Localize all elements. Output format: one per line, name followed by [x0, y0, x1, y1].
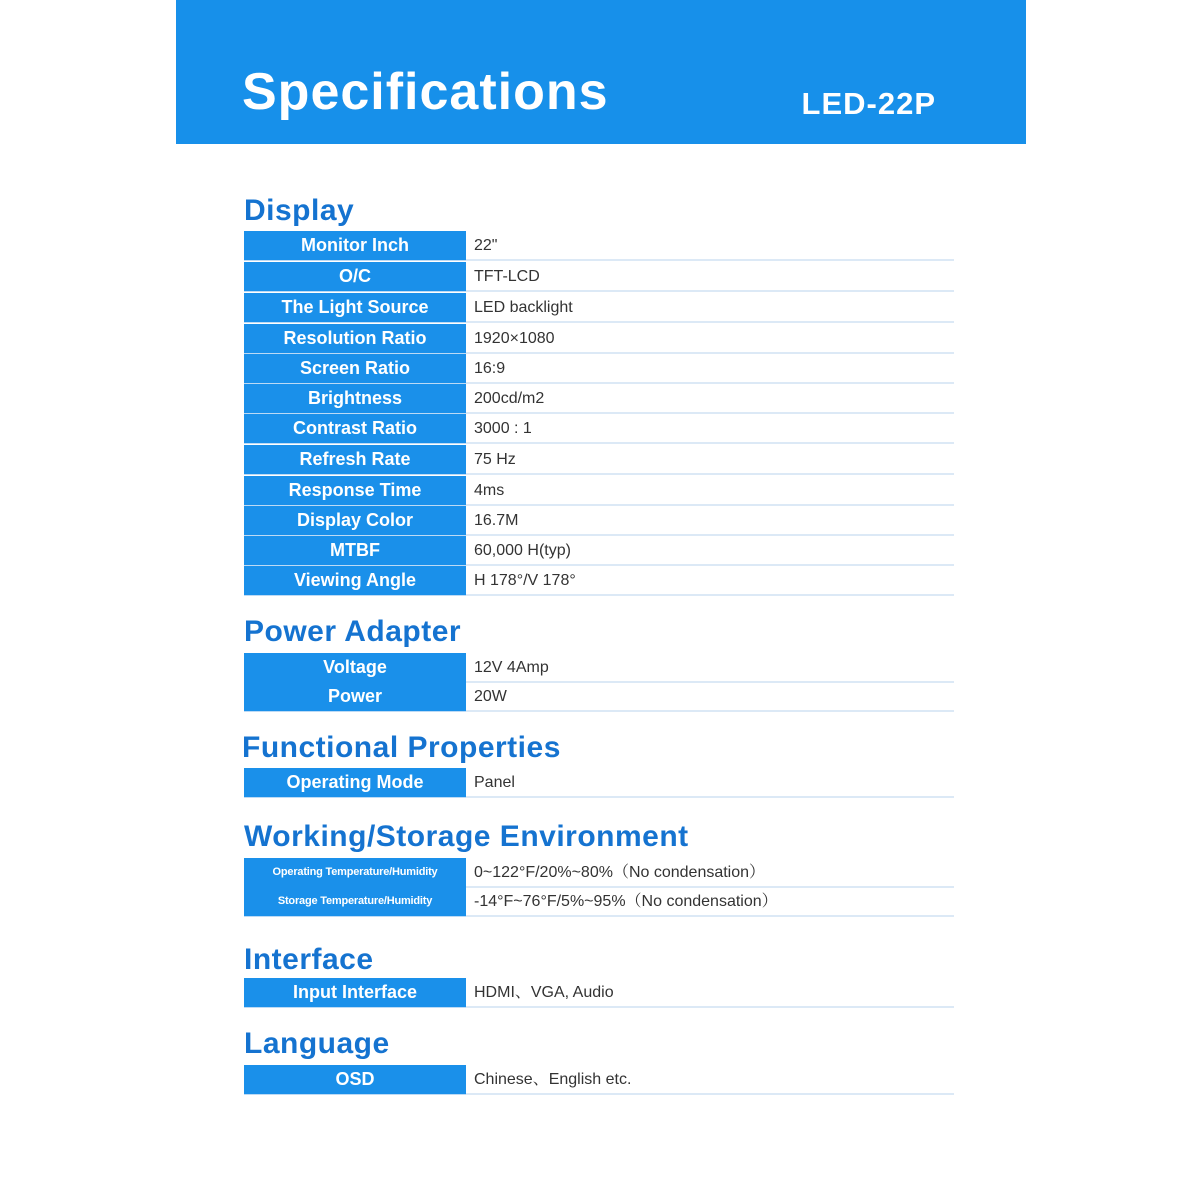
spec-value: 20W [466, 682, 954, 712]
spec-value: LED backlight [466, 293, 954, 323]
spec-value: 1920×1080 [466, 324, 954, 354]
spec-row [244, 262, 954, 292]
spec-value: TFT-LCD [466, 262, 954, 292]
spec-label: Brightness [244, 384, 466, 414]
spec-label: Input Interface [244, 978, 466, 1008]
section-title-power-adapter: Power Adapter [244, 615, 462, 648]
spec-row [244, 445, 954, 475]
spec-row [244, 476, 954, 506]
spec-label: Resolution Ratio [244, 324, 466, 354]
spec-value: 75 Hz [466, 445, 954, 475]
spec-label: Display Color [244, 506, 466, 536]
spec-row [244, 682, 954, 712]
spec-value: Panel [466, 768, 954, 798]
spec-label: O/C [244, 262, 466, 292]
spec-value: HDMI、VGA, Audio [466, 978, 954, 1008]
spec-row [244, 978, 954, 1008]
spec-row [244, 858, 954, 888]
spec-value: H 178°/V 178° [466, 566, 954, 596]
section-title-language: Language [244, 1027, 390, 1060]
spec-row [244, 536, 954, 566]
section-title-display: Display [244, 194, 355, 227]
spec-label: Operating Mode [244, 768, 466, 798]
spec-label: Contrast Ratio [244, 414, 466, 444]
spec-row [244, 293, 954, 323]
spec-sheet [176, 0, 1026, 1200]
spec-label: Refresh Rate [244, 445, 466, 475]
spec-label: OSD [244, 1065, 466, 1095]
spec-value: 4ms [466, 476, 954, 506]
spec-row [244, 653, 954, 683]
spec-label: Storage Temperature/Humidity [244, 887, 466, 917]
spec-label: Viewing Angle [244, 566, 466, 596]
page-title: Specifications [242, 63, 609, 121]
spec-row [244, 887, 954, 917]
spec-value: 22" [466, 231, 954, 261]
spec-row [244, 768, 954, 798]
spec-label: Screen Ratio [244, 354, 466, 384]
section-title-working-storage-environment: Working/Storage Environment [244, 820, 689, 853]
spec-value: 3000 : 1 [466, 414, 954, 444]
spec-row [244, 414, 954, 444]
spec-row [244, 231, 954, 261]
section-title-interface: Interface [244, 943, 374, 976]
spec-value: -14°F~76°F/5%~95%（No condensation） [466, 887, 954, 917]
header-banner [176, 0, 1026, 144]
spec-value: 16.7M [466, 506, 954, 536]
spec-value: Chinese、English etc. [466, 1065, 954, 1095]
spec-value: 16:9 [466, 354, 954, 384]
spec-row [244, 1065, 954, 1095]
spec-label: MTBF [244, 536, 466, 566]
spec-row [244, 324, 954, 354]
spec-row [244, 506, 954, 536]
spec-value: 0~122°F/20%~80%（No condensation） [466, 858, 954, 888]
spec-label: Monitor Inch [244, 231, 466, 261]
spec-value: 12V 4Amp [466, 653, 954, 683]
spec-label: Operating Temperature/Humidity [244, 858, 466, 888]
spec-value: 60,000 H(typ) [466, 536, 954, 566]
spec-label: Power [244, 682, 466, 712]
section-title-functional-properties: Functional Properties [242, 731, 561, 764]
spec-row [244, 354, 954, 384]
spec-row [244, 384, 954, 414]
spec-value: 200cd/m2 [466, 384, 954, 414]
spec-label: The Light Source [244, 293, 466, 323]
spec-label: Response Time [244, 476, 466, 506]
model-number: LED-22P [801, 86, 936, 121]
spec-row [244, 566, 954, 596]
spec-label: Voltage [244, 653, 466, 683]
